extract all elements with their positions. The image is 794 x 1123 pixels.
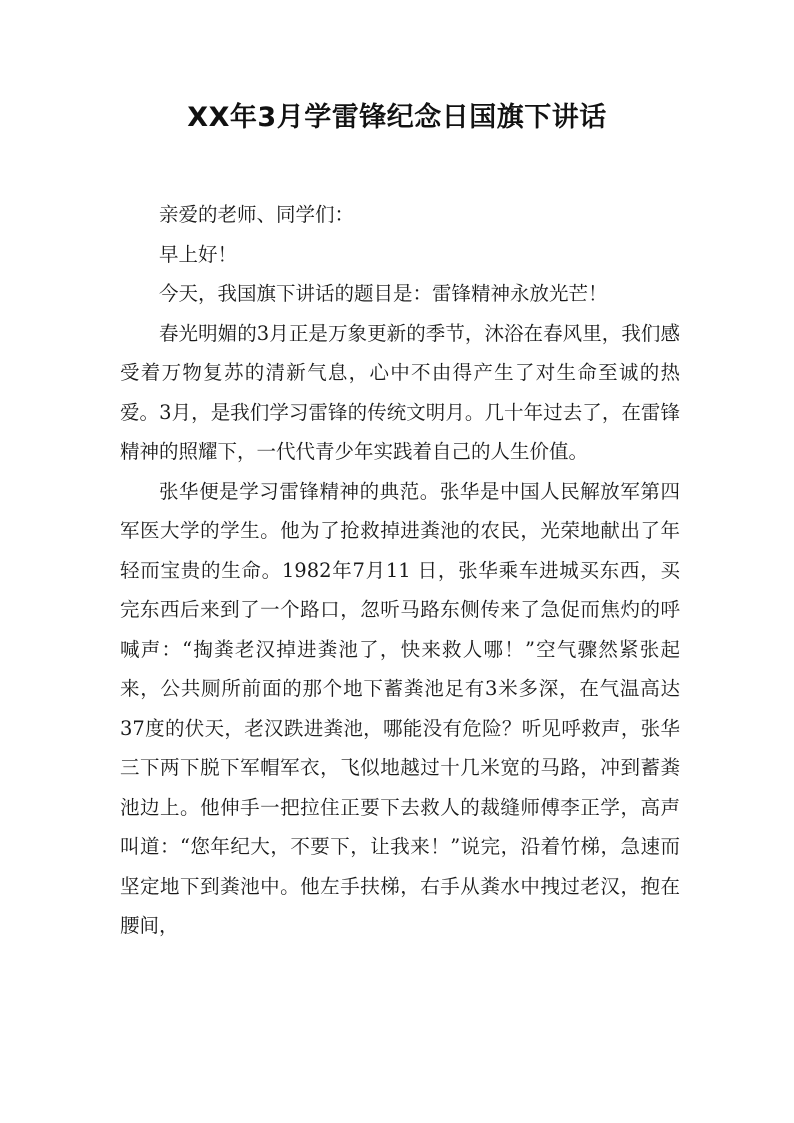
paragraph-story: 张华便是学习雷锋精神的典范。张华是中国人民解放军第四军医大学的学生。他为了抢救掉进粪池的农民，光荣地献出了年轻而宝贵的生命。1982年7月11 日，张华乘车进城买东西，买完东西后来到了一个路口，忽听马路东侧传来了急促而焦灼的呼喊声：“掏粪老汉掉进粪池了，快来救人哪！”空气骤然紧张起来，公共厕所前面的那个地下蓄粪池足有3米多深，在气温高达37度的伏天，老汉跌进粪池，哪能没有危险？听见呼救声，张华三下两下脱下军帽军衣，飞似地越过十几米宽的马路，冲到蓄粪池边上。他伸手一把拉住正要下去救人的裁缝师傅李正学，高声叫道：“您年纪大，不要下，让我来！”说完，沿着竹梯，急速而坚定地下到粪池中。他左手扶梯，右手从粪水中拽过老汉，抱在腰间， <box>120 479 680 937</box>
paragraph-intro: 春光明媚的3月正是万象更新的季节，沐浴在春风里，我们感受着万物复苏的清新气息，心中不由得产生了对生命至诚的热爱。3月，是我们学习雷锋的传统文明月。几十年过去了，在雷锋精神的照耀下，一代代青少年实践着自己的人生价值。 <box>120 321 680 463</box>
document-title: XX年3月学雷锋纪念日国旗下讲话 <box>187 102 607 133</box>
paragraph-topic: 今天，我国旗下讲话的题目是：雷锋精神永放光芒！ <box>159 282 608 305</box>
paragraph-salutation: 亲爱的老师、同学们： <box>159 203 355 226</box>
document-body <box>120 195 680 946</box>
paragraph-greeting: 早上好！ <box>159 242 238 266</box>
